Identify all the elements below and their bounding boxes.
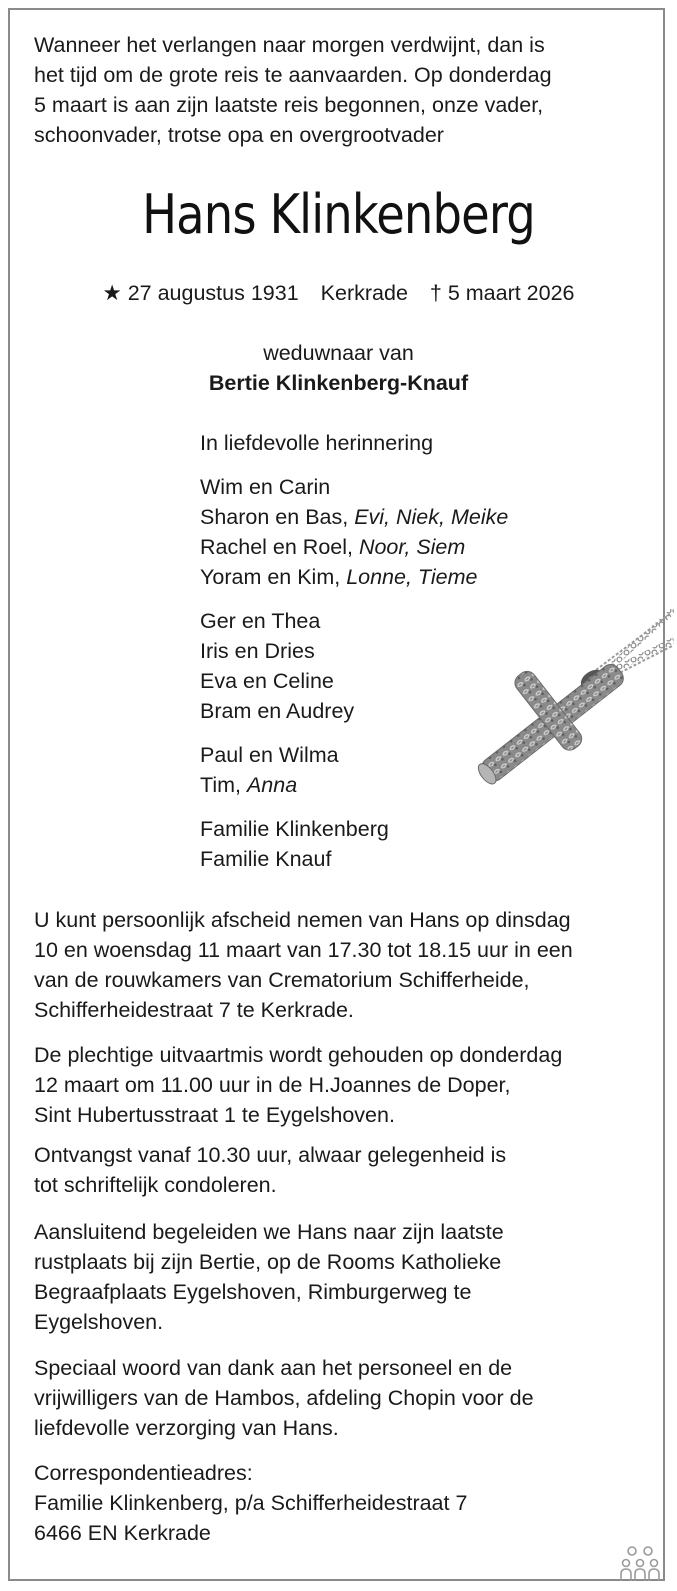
family-line: Tim, Anna [200, 773, 298, 797]
correspondence-address [34, 1458, 646, 1548]
family-line: Ger en Thea [200, 609, 321, 633]
intro-line: 5 maart is aan zijn laatste reis begonnen, onze vader, [34, 93, 544, 117]
intro-line: schoonvader, trotse opa en overgrootvader [34, 123, 444, 147]
visitation-paragraph [34, 905, 646, 1025]
family-line: Bram en Audrey [200, 699, 355, 723]
family-line: Yoram en Kim, Lonne, Tieme [200, 565, 478, 589]
family-group [200, 814, 640, 874]
funeral-mass-paragraph [34, 1040, 646, 1130]
people-group-icon [618, 1543, 664, 1583]
paragraph-line: van de rouwkamers van Crematorium Schifferheide, [34, 968, 530, 992]
paragraph-line: Aansluitend begeleiden we Hans naar zijn laatste [34, 1220, 504, 1244]
spouse-name: Bertie Klinkenberg-Knauf [208, 371, 469, 395]
paragraph-line: Speciaal woord van dank aan het personeel en de [34, 1356, 513, 1380]
obituary-card [8, 8, 665, 1581]
family-line: Rachel en Roel, Noor, Siem [200, 535, 466, 559]
family-list [200, 428, 640, 888]
family-group [200, 740, 640, 800]
place: Kerkrade [320, 281, 408, 305]
thanks-paragraph [34, 1353, 646, 1443]
family-line: Sharon en Bas, Evi, Niek, Meike [200, 505, 509, 529]
deceased-name: Hans Klinkenberg [142, 183, 535, 246]
address-line: 6466 EN Kerkrade [34, 1521, 211, 1545]
paragraph-line: Sint Hubertusstraat 1 te Eygelshoven. [34, 1103, 395, 1127]
paragraph-line: rustplaats bij zijn Bertie, op de Rooms Katholieke [34, 1250, 502, 1274]
intro-text [34, 30, 654, 150]
family-line: Eva en Celine [200, 669, 334, 693]
paragraph-line: De plechtige uitvaartmis wordt gehouden op donderdag [34, 1043, 563, 1067]
intro-line: het tijd om de grote reis te aanvaarden. Op donderdag [34, 63, 552, 87]
address-line: Correspondentieadres: [34, 1461, 253, 1485]
paragraph-line: liefdevolle verzorging van Hans. [34, 1416, 339, 1440]
life-dates [10, 278, 667, 308]
paragraph-line: vrijwilligers van de Hambos, afdeling Chopin voor de [34, 1386, 534, 1410]
paragraph-line: U kunt persoonlijk afscheid nemen van Hans op dinsdag [34, 908, 571, 932]
paragraph-line: 12 maart om 11.00 uur in de H.Joannes de Doper, [34, 1073, 511, 1097]
family-line: Paul en Wilma [200, 743, 339, 767]
death-date: † 5 maart 2026 [429, 281, 575, 305]
family-line: Familie Klinkenberg [200, 817, 389, 841]
family-line: Familie Knauf [200, 847, 332, 871]
reception-paragraph [34, 1140, 646, 1200]
paragraph-line: 10 en woensdag 11 maart van 17.30 tot 18.15 uur in een [34, 938, 573, 962]
widower-label: weduwnaar van [263, 341, 414, 365]
family-line: Wim en Carin [200, 475, 331, 499]
burial-paragraph [34, 1217, 646, 1337]
memory-heading: In liefdevolle herinnering [200, 431, 434, 455]
paragraph-line: tot schriftelijk condoleren. [34, 1173, 277, 1197]
family-group [200, 606, 640, 726]
intro-line: Wanneer het verlangen naar morgen verdwijnt, dan is [34, 33, 545, 57]
paragraph-line: Eygelshoven. [34, 1310, 164, 1334]
family-group [200, 472, 640, 592]
paragraph-line: Schifferheidestraat 7 te Kerkrade. [34, 998, 354, 1022]
birth-date: ★ 27 augustus 1931 [102, 281, 299, 305]
paragraph-line: Begraafplaats Eygelshoven, Rimburgerweg te [34, 1280, 472, 1304]
family-line: Iris en Dries [200, 639, 315, 663]
paragraph-line: Ontvangst vanaf 10.30 uur, alwaar gelegenheid is [34, 1143, 507, 1167]
address-line: Familie Klinkenberg, p/a Schifferheidestraat 7 [34, 1491, 468, 1515]
